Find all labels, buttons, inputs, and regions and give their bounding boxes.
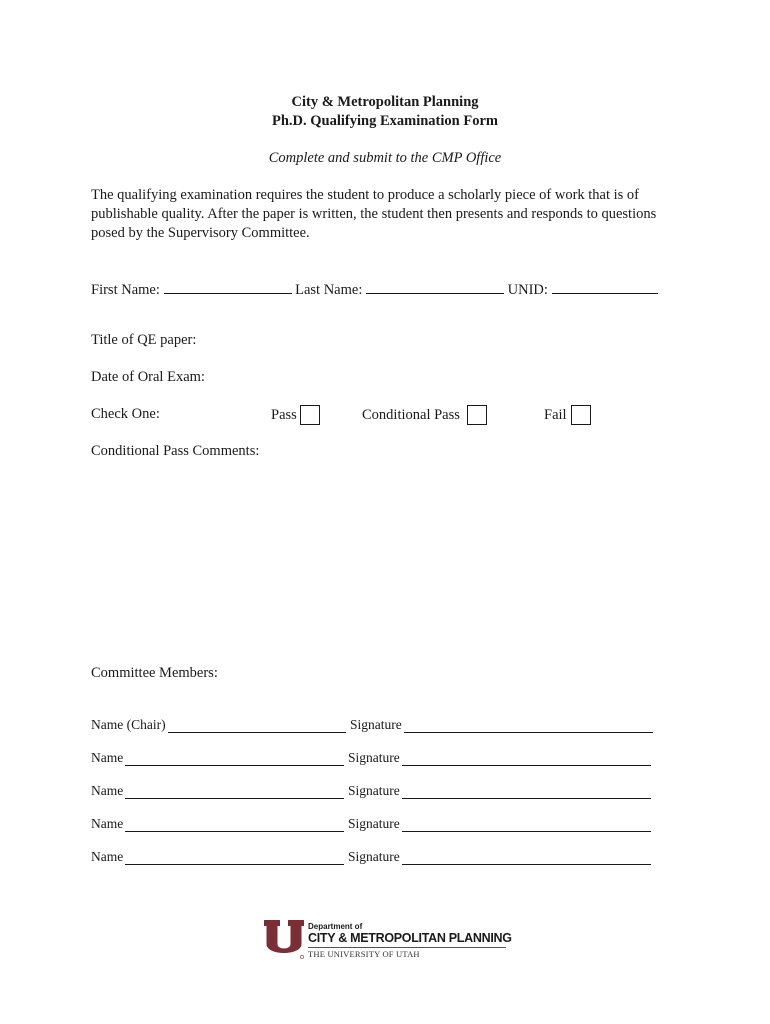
check-one-label: Check One: (91, 406, 160, 422)
pass-label: Pass (271, 407, 297, 423)
chair-name-label: Name (Chair) (91, 717, 166, 732)
first-name-field[interactable] (164, 279, 292, 294)
member-name-field[interactable] (125, 831, 344, 832)
member-name-label: Name (91, 816, 124, 831)
title-of-paper-label: Title of QE paper: (91, 332, 197, 348)
form-title: Ph.D. Qualifying Examination Form (272, 113, 498, 129)
unid-field[interactable] (552, 279, 658, 294)
chair-signature-label: Signature (350, 717, 402, 732)
logo-dept-of: Department of (308, 922, 363, 931)
pass-checkbox[interactable] (300, 405, 320, 425)
university-u-logo-icon (264, 919, 304, 961)
fail-checkbox[interactable] (571, 405, 591, 425)
submit-instruction: Complete and submit to the CMP Office (268, 150, 502, 166)
last-name-label: Last Name: (295, 282, 363, 298)
conditional-pass-label: Conditional Pass (362, 407, 460, 423)
logo-dept-name: CITY & METROPOLITAN PLANNING (308, 931, 512, 945)
member-signature-field[interactable] (402, 798, 651, 799)
name-row (91, 279, 658, 299)
form-header-line1: City & Metropolitan Planning (291, 94, 479, 110)
committee-members-heading: Committee Members: (91, 665, 218, 681)
chair-signature-field[interactable] (404, 732, 653, 733)
member-signature-label: Signature (348, 783, 400, 798)
member-signature-field[interactable] (402, 864, 651, 865)
member-signature-label: Signature (348, 849, 400, 864)
member-signature-field[interactable] (402, 831, 651, 832)
intro-paragraph: The qualifying examination requires the student to produce a scholarly piece of work that is of publishable quality. After the paper is written, the student then presents and responds to questions posed by the Supervisory Committee. (91, 187, 657, 241)
member-signature-field[interactable] (402, 765, 651, 766)
member-name-field[interactable] (125, 864, 344, 865)
member-name-label: Name (91, 849, 124, 864)
member-name-label: Name (91, 750, 124, 765)
comments-area[interactable] (91, 465, 681, 655)
member-name-label: Name (91, 783, 124, 798)
last-name-field[interactable] (366, 279, 504, 294)
department-logo (264, 919, 514, 965)
date-of-oral-exam-label: Date of Oral Exam: (91, 369, 205, 385)
fail-label: Fail (544, 407, 567, 423)
unid-label: UNID: (507, 282, 548, 298)
member-signature-label: Signature (348, 750, 400, 765)
first-name-label: First Name: (91, 282, 160, 298)
conditional-pass-comments-label: Conditional Pass Comments: (91, 443, 260, 459)
logo-divider (308, 947, 506, 948)
logo-university: THE UNIVERSITY OF UTAH (308, 949, 420, 959)
member-name-field[interactable] (125, 798, 344, 799)
chair-name-field[interactable] (168, 732, 346, 733)
conditional-pass-checkbox[interactable] (467, 405, 487, 425)
member-signature-label: Signature (348, 816, 400, 831)
member-name-field[interactable] (125, 765, 344, 766)
